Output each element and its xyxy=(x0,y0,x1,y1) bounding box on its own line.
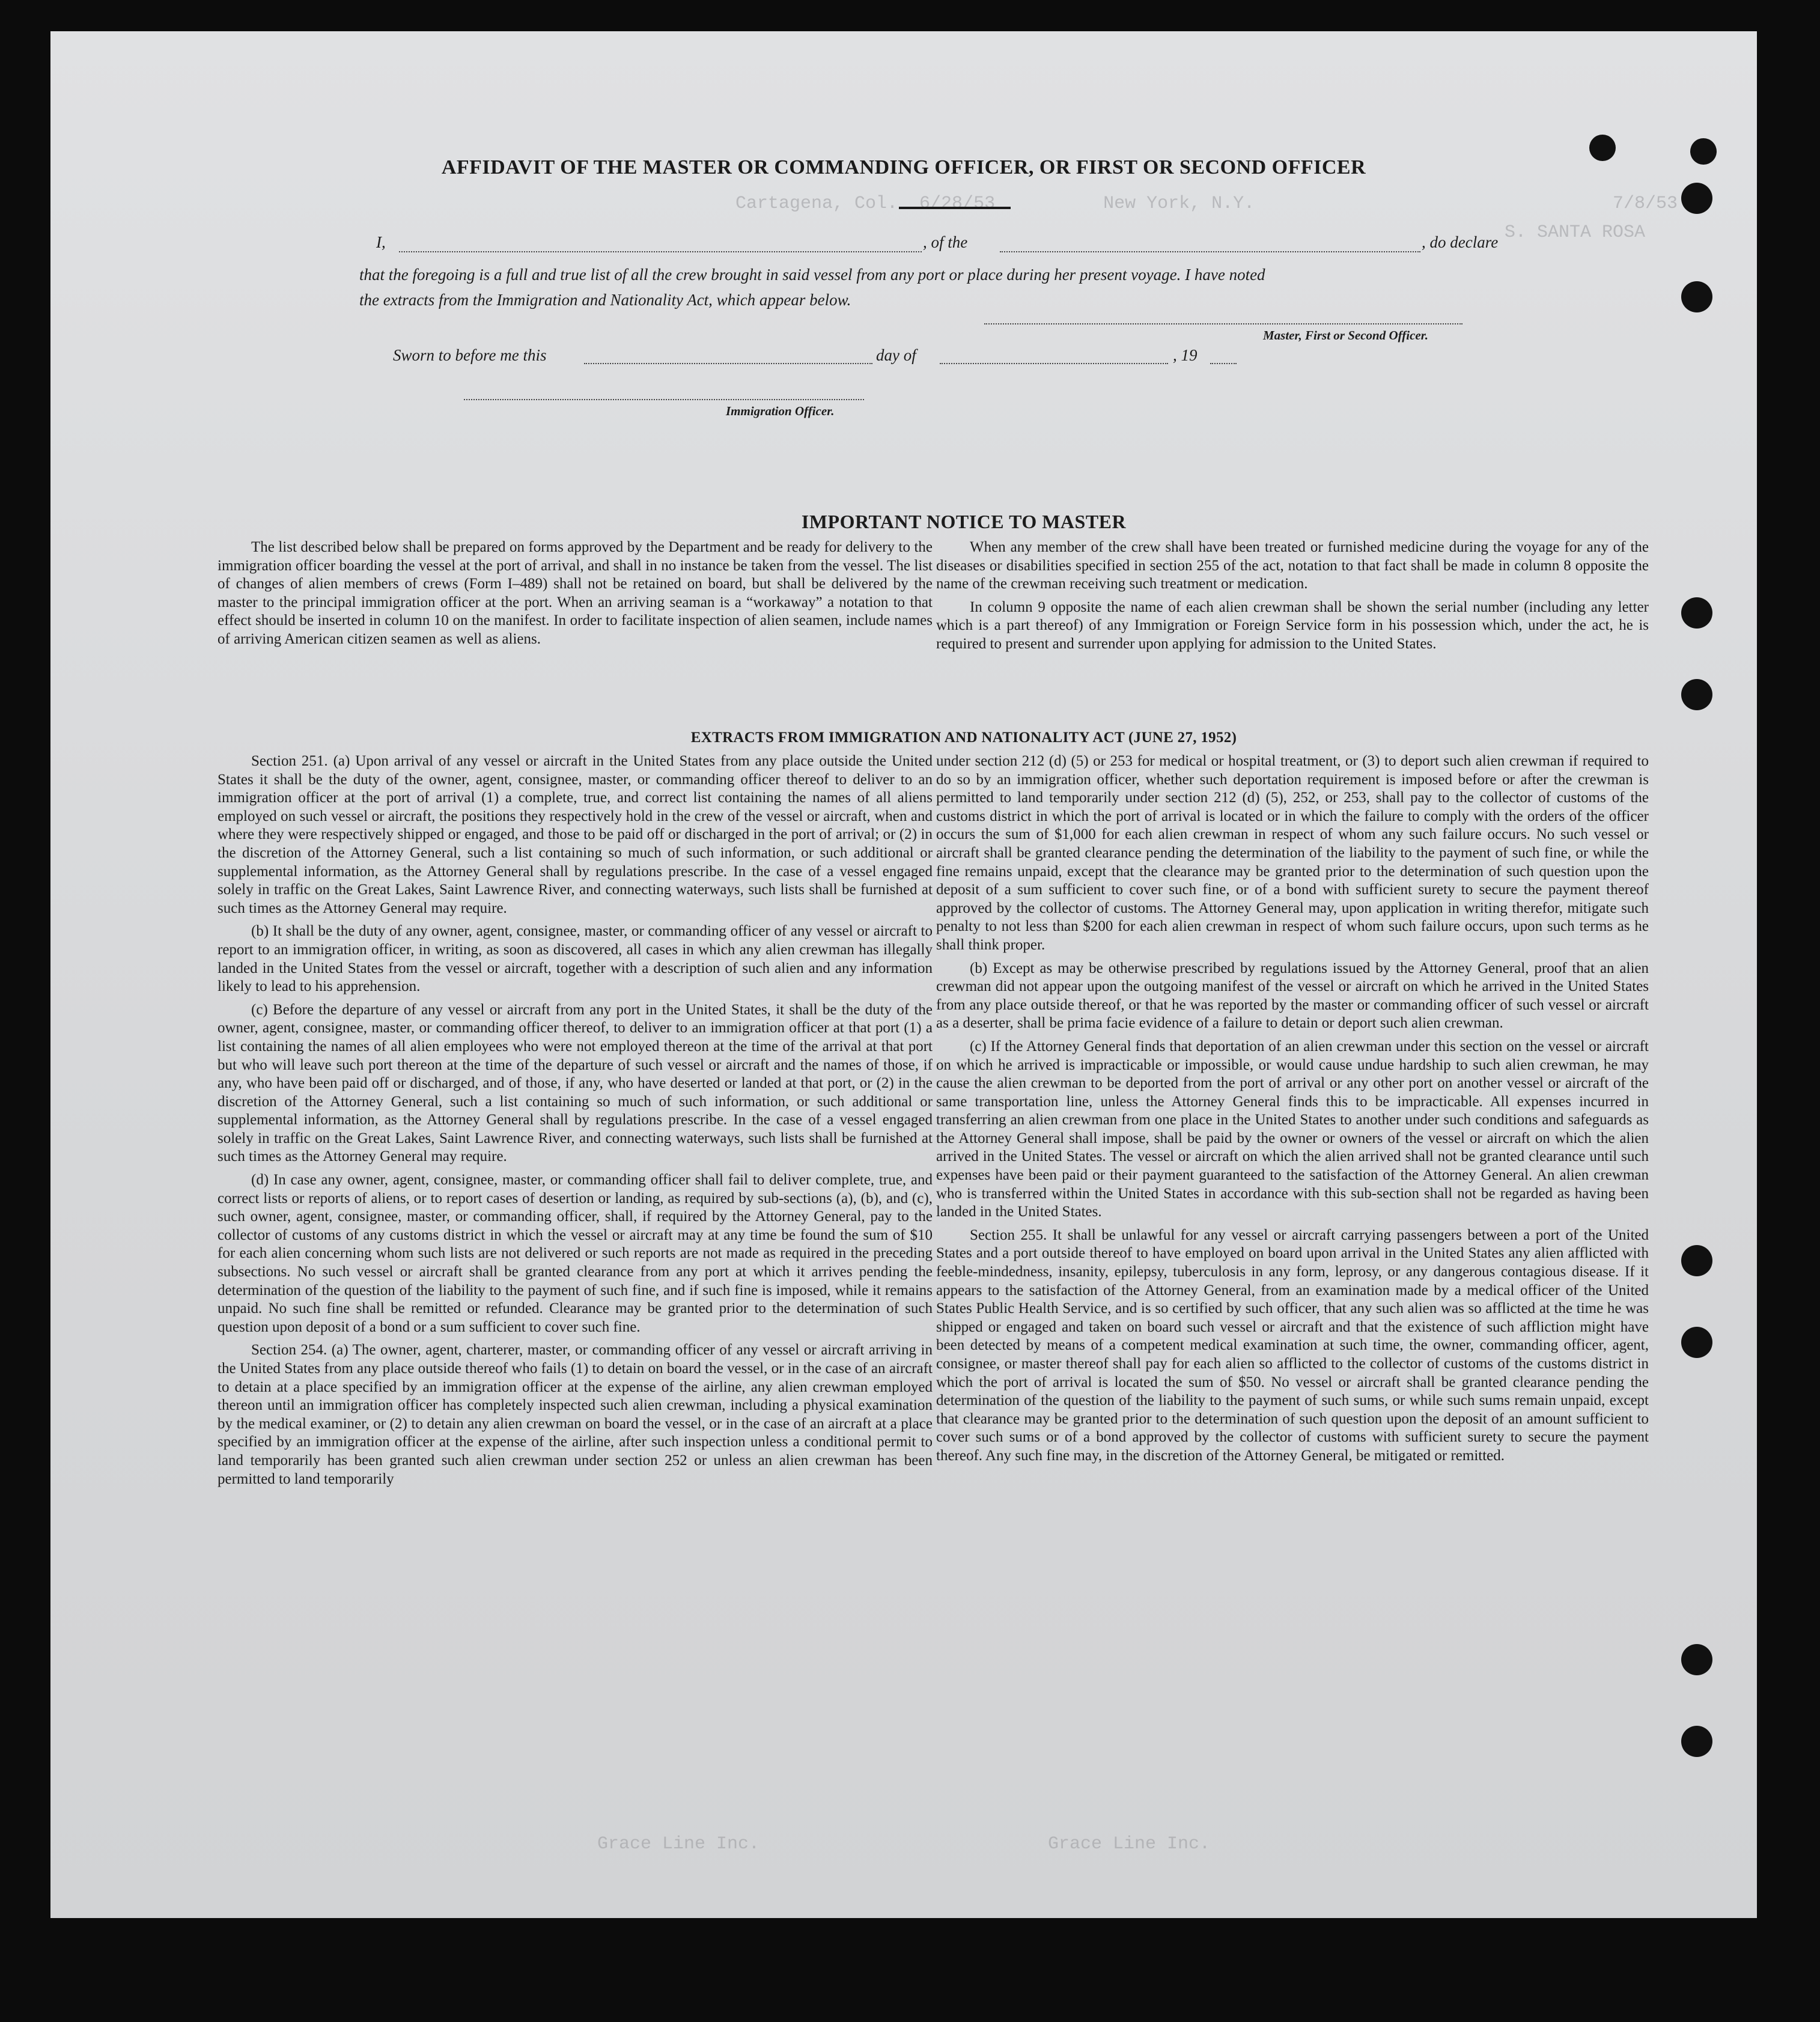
day-of-label: day of xyxy=(876,346,916,364)
extracts-right-column xyxy=(936,752,1649,1466)
bleed-through-date: 7/8/53 xyxy=(1613,193,1678,214)
notice-right-column xyxy=(936,538,1649,654)
master-caption: Master, First or Second Officer. xyxy=(1263,328,1428,343)
master-signature-line xyxy=(984,323,1462,324)
notice-right-paragraph: When any member of the crew shall have been treated or furnished medicine during the voyage for any of the diseases or disabilities specified in section 255 of the act, notation to that fact shall be made in column 8 opposite the name of the crewman receiving such treatment or medication. xyxy=(936,539,1649,592)
extract-paragraph: (d) In case any owner, agent, consignee, master, or commanding officer shall fail to deliver complete, true, and correct lists or reports of aliens, or to report cases of desertion or landing, as required by sub-sections (a), (b), and (c), such owner, agent, consignee, master, or commanding officer, shall, if required by the Attorney General, pay to the collector of customs of any customs district in which the vessel or aircraft may at any time be found the sum of $10 for each alien concerning whom such lists are not delivered or such reports are not made as required in the preceding subsections. No such vessel or aircraft shall be granted clearance from any port at which it arrives pending the determination of the question of the liability to the payment of such fine, and if such fine is imposed, while it remains unpaid. No such fine shall be remitted or refunded. Clearance may be granted prior to the determination of such question upon deposit of a bond or a sum sufficient to cover such fine. xyxy=(218,1172,933,1335)
bleed-through-header: Cartagena, Col. 6/28/53 New York, N.Y. xyxy=(735,193,1255,214)
extract-paragraph: Section 255. It shall be unlawful for any vessel or aircraft carrying passengers between a port of the United States and a port outside thereof to have employed on board upon arrival in the United States any alien afflicted with feeble-mindedness, insanity, epilepsy, tuberculosis in any form, leprosy, or any dangerous contagious disease. If it appears to the satisfaction of the Attorney General, from an examination made by a medical officer of the United States Public Health Service, and is so certified by such officer, that any such alien was so afflicted at the time he was shipped or engaged and taken on board such vessel or aircraft and that the existence of such affliction might have been detected by means of a competent medical examination at such time, the owner, commanding officer, agent, consignee, or master thereof shall pay for each alien so afflicted to the collector of customs of the customs district in which the port of arrival is located the sum of $50. No vessel or aircraft shall be granted clearance pending the determination of the question of the liability to the payment of such sums, or while such sums remain unpaid, except that clearance may be granted prior to the determination of such question upon the deposit of an amount sufficient to cover such sums or of a bond approved by the collector of customs with sufficient surety to secure the payment thereof. Any such fine may, in the discretion of the Attorney General, be mitigated or remitted. xyxy=(936,1226,1649,1464)
immigration-officer-signature-line xyxy=(464,399,864,400)
document-page xyxy=(50,31,1757,1918)
affidavit-of-the: , of the xyxy=(923,233,968,251)
notice-right-paragraph: In column 9 opposite the name of each alien crewman shall be shown the serial number (including any letter which is a part thereof) of any Immigration or Foreign Service form in his possession which, under the act, he is required to present and surrender upon applying for admission to the United States. xyxy=(936,598,1649,652)
affidavit-i: I, xyxy=(376,233,386,251)
extract-paragraph: under section 212 (d) (5) or 253 for medical or hospital treatment, or (3) to deport such alien crewman if required to do so by an immigration officer, whether such deportation requirement is imposed before or after the crewman is permitted to land temporarily under section 212 (d) (5), 252, or 253, shall pay to the collector of customs of the customs district in which the port of arrival is located or in which the failure to comply with the orders of the officer occurs the sum of $1,000 for each alien crewman in respect of whom any such failure occurs. No such vessel or aircraft shall be granted clearance pending the determination of the liability to the payment of such fine, or while the fine remains unpaid, except that the clearance may be granted prior to the determination of such question upon the deposit of a sum sufficient to cover such fine, or of a bond with sufficient surety to secure the payment thereof approved by the collector of customs. The Attorney General may, upon application in writing therefor, mitigate such penalty to not less than $200 for each alien crewman in respect of whom such failure occurs, upon such terms as he shall think proper. xyxy=(936,753,1649,953)
extracts-left-column xyxy=(218,752,933,1488)
title-rule xyxy=(899,207,1011,209)
sworn-label: Sworn to before me this xyxy=(393,346,547,364)
punch-hole xyxy=(1690,138,1717,165)
punch-hole xyxy=(1681,1726,1712,1757)
notice-left-paragraph: The list described below shall be prepared on forms approved by the Department and be ready for delivery to the immigration officer boarding the vessel at the port of arrival, and shall in no instance be taken from the vessel. The list of changes of alien members of crews (Form I–489) shall not be retained on board, but shall be delivered by the master to the principal immigration officer at the port. When an arriving seaman is a “workaway” a notation to that effect should be inserted in column 10 on the manifest. In order to facilitate inspection of alien seamen, include names of arriving American citizen seamen as well as aliens. xyxy=(218,539,933,647)
notice-left-column xyxy=(218,538,933,649)
punch-hole xyxy=(1681,679,1712,710)
sworn-month-blank xyxy=(940,363,1168,364)
bleed-through-footer-right: Grace Line Inc. xyxy=(1048,1834,1211,1854)
bleed-through-footer-left: Grace Line Inc. xyxy=(597,1834,760,1854)
extract-paragraph: (b) It shall be the duty of any owner, agent, consignee, master, or commanding officer of any vessel or aircraft to report to an immigration officer, in writing, as soon as discovered, all cases in which any alien crewman has illegally landed in the United States from the vessel or aircraft, together with a description of such alien and any information likely to lead to his apprehension. xyxy=(218,923,933,995)
extract-paragraph: Section 254. (a) The owner, agent, charterer, master, or commanding officer of any vessel or aircraft arriving in the United States from any place outside thereof who fails (1) to detain on board the vessel, or in the case of an aircraft to detain at a place specified by an immigration officer at the expense of the airline, any alien crewman employed thereon until an immigration officer has completely inspected such alien crewman, including a physical examination by the medical examiner, or (2) to detain any alien crewman on board the vessel, or in the case of an aircraft at a place specified by an immigration officer at the expense of the airline, after such inspection unless a conditional permit to land temporarily has been granted such alien crewman under section 252 or unless an alien crewman has been permitted to land temporarily xyxy=(218,1342,933,1487)
immigration-officer-caption: Immigration Officer. xyxy=(726,404,835,418)
punch-hole xyxy=(1589,135,1616,161)
punch-hole xyxy=(1681,281,1712,312)
punch-hole xyxy=(1681,1644,1712,1675)
punch-hole xyxy=(1681,183,1712,214)
extract-paragraph: (b) Except as may be otherwise prescribed by regulations issued by the Attorney General, proof that an alien crewman did not appear upon the outgoing manifest of the vessel or aircraft on which he arrived in the United States from any place outside thereof, or that he was reported by the master or commanding officer of such vessel or aircraft as a deserter, shall be prima facie evidence of a failure to detain or deport such alien crewman. xyxy=(936,960,1649,1032)
affidavit-declare: , do declare xyxy=(1422,233,1499,251)
sworn-day-blank xyxy=(584,363,872,364)
affidavit-line-2: that the foregoing is a full and true list of all the crew brought in said vessel from any port or place during her present voyage. I have noted xyxy=(359,266,1265,284)
affidavit-title: AFFIDAVIT OF THE MASTER OR COMMANDING OFFICER, OR FIRST OR SECOND OFFICER xyxy=(441,156,1366,178)
punch-hole xyxy=(1681,1327,1712,1358)
extracts-title: EXTRACTS FROM IMMIGRATION AND NATIONALITY ACT (JUNE 27, 1952) xyxy=(690,729,1237,746)
affidavit-line-3: the extracts from the Immigration and Nationality Act, which appear below. xyxy=(359,291,851,309)
sworn-year-blank xyxy=(1210,363,1237,364)
extract-paragraph: (c) If the Attorney General finds that deportation of an alien crewman under this section on the vessel or aircraft on which he arrived is impracticable or impossible, or would cause undue hardship to such alien crewman, he may cause the alien crewman to be deported from the port of arrival or any other port on another vessel or aircraft of the same transportation line, unless the Attorney General finds this to be impracticable. All expenses incurred in transferring an alien crewman from one place in the United States to another under such conditions and safeguards as the Attorney General shall impose, shall be paid by the owner or owners of the vessel or aircraft on which the alien arrived in the United States. The vessel or aircraft on which the alien arrived shall not be granted clearance until such expenses have been paid or their payment guaranteed to the satisfaction of the Attorney General. An alien crewman who is transferred within the United States in accordance with this sub-section shall not be regarded as having been landed in the United States. xyxy=(936,1038,1649,1220)
extract-paragraph: Section 251. (a) Upon arrival of any vessel or aircraft in the United States from any place outside the United States it shall be the duty of the owner, agent, consignee, master, or commanding officer thereof to deliver to an immigration officer at the port of arrival (1) a complete, true, and correct list containing the names of all aliens employed on such vessel or aircraft, the positions they respectively hold in the crew of the vessel or aircraft, when and where they were respectively shipped or engaged, and those to be paid off or discharged in the port of arrival; or (2) in the discretion of the Attorney General, such a list containing so much of such information, or such additional or supplemental information, as the Attorney General shall by regulations prescribe. In the case of a vessel engaged solely in traffic on the Great Lakes, Saint Lawrence River, and connecting waterways, such lists shall be furnished at such times as the Attorney General may require. xyxy=(218,753,933,916)
punch-hole xyxy=(1681,1245,1712,1276)
extract-paragraph: (c) Before the departure of any vessel or aircraft from any port in the United States, it shall be the duty of the owner, agent, consignee, master, or commanding officer thereof, to deliver to an immigration officer at that port (1) a list containing the names of all alien employees who were not employed thereon at the time of the arrival at that port but who will leave such port thereon at the time of the departure of such vessel or aircraft and the names of those, if any, who have been paid off or discharged, and of those, if any, who have deserted or landed at that port, or (2) in the discretion of the Attorney General, such a list containing so much of such information, or such additional or supplemental information, as the Attorney General shall by regulations prescribe. In the case of a vessel engaged solely in traffic on the Great Lakes, Saint Lawrence River, and connecting waterways, such lists shall be furnished at such times as the Attorney General may require. xyxy=(218,1001,933,1165)
year-label: , 19 xyxy=(1173,346,1198,364)
vessel-blank xyxy=(1000,251,1420,252)
notice-title: IMPORTANT NOTICE TO MASTER xyxy=(801,511,1127,532)
bleed-through-ship: S. SANTA ROSA xyxy=(1505,222,1646,243)
punch-hole xyxy=(1681,597,1712,629)
name-blank xyxy=(399,251,922,252)
